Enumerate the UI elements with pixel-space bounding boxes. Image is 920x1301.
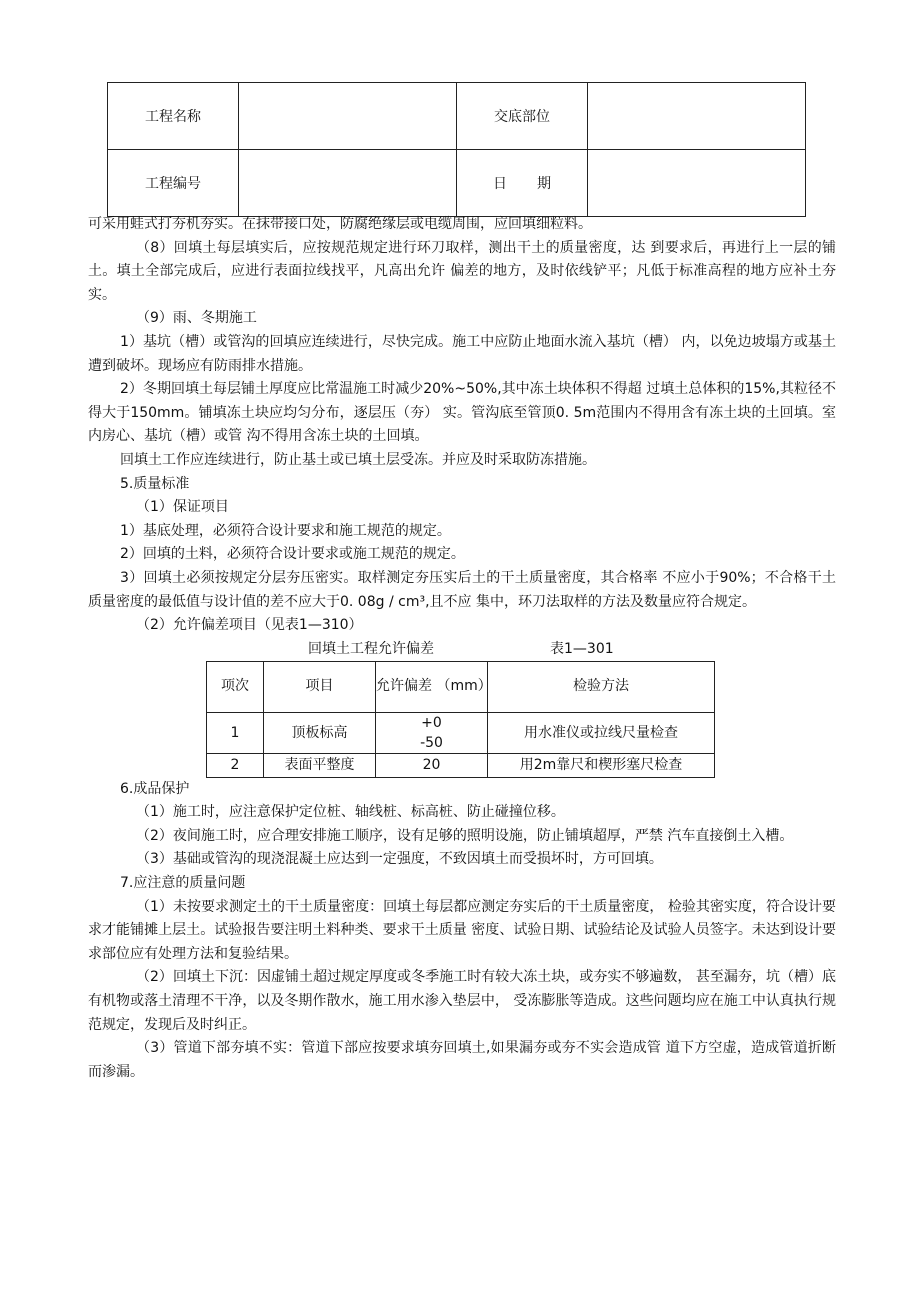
- paragraph: 可采用蛙式打夯机夯实。在抹带接口处，防腐绝缘层或电缆周围，应回填细粒料。: [88, 216, 592, 232]
- table-title: 回填土工程允许偏差: [308, 640, 434, 657]
- table-row: [207, 712, 715, 753]
- col-header: 项次: [207, 661, 264, 712]
- paragraph: （2）夜间施工时，应合理安排施工顺序，设有足够的照明设施，防止铺填超厚，严禁 汽车直接倒土入槽。: [136, 827, 794, 844]
- section-heading: 7.应注意的质量问题: [120, 875, 246, 892]
- header-row-2: [108, 150, 806, 217]
- paragraph: （3）管道下部夯填不实：管道下部应按要求填夯回填土,如果漏夯或夯不实会造成管 道下方空虚，造成管道折断而渗漏。: [88, 1040, 836, 1080]
- row-tolerance: 20: [376, 753, 488, 777]
- document-body: [88, 213, 836, 1084]
- row-no: 1: [207, 712, 264, 753]
- paragraph: 1）基坑（槽）或管沟的回填应连续进行，尽快完成。施工中应防止地面水流入基坑（槽） 内，以免边坡塌方或基土遭到破坏。现场应有防雨排水措施。: [88, 333, 836, 374]
- project-name-value: [239, 83, 457, 150]
- paragraph: 2）回填的土料，必须符合设计要求或施工规范的规定。: [120, 546, 465, 563]
- tolerance-max: -50: [420, 734, 443, 751]
- table-caption: [88, 638, 836, 661]
- paragraph: 2）冬期回填土每层铺土厚度应比常温施工时减少20%~50%,其中冻土块体积不得超 过填土总体积的15%,其粒径不得大于150mm。铺填冻土块应均匀分布，逐层压（夯） 实。管沟底至管顶0. 5m范围内不得用含有冻土块的土回填。室内房心、基坑（槽）或管 沟不得用含冻土块的土回填。: [88, 381, 836, 445]
- col-header: 允许偏差 （mm）: [376, 661, 488, 712]
- header-info-table: [107, 82, 806, 217]
- row-item: 顶板标高: [264, 712, 376, 753]
- tolerance-table: [206, 661, 715, 778]
- handover-part-label: 交底部位: [457, 83, 588, 150]
- section-heading: （9）雨、冬期施工: [136, 310, 257, 327]
- paragraph: （2）回填土下沉：因虚铺土超过规定厚度或冬季施工时有较大冻土块，或夯实不够遍数， 甚至漏夯，坑（槽）底有机物或落土清理不干净，以及冬期作散水，施工用水渗入垫层中， 受冻膨胀等造成。这些问题均应在施工中认真执行规范规定，发现后及时纠正。: [88, 969, 836, 1033]
- header-row-1: [108, 83, 806, 150]
- paragraph: 3）回填土必须按规定分层夯压密实。取样测定夯压实后土的干土质量密度，其合格率 不应小于90%；不合格干土质量密度的最低值与设计值的差不应大于0. 08g / cm³,且不应 集中，环刀法取样的方法及数量应符合规定。: [88, 569, 836, 610]
- section-heading: （1）保证项目: [136, 499, 229, 516]
- row-no: 2: [207, 753, 264, 777]
- table-row: [207, 753, 715, 777]
- date-label: 日期: [457, 150, 588, 217]
- col-header: 项目: [264, 661, 376, 712]
- col-header: 检验方法: [488, 661, 715, 712]
- section-heading: （2）允许偏差项目（见表1—310）: [136, 617, 363, 634]
- table-number: 表1—301: [550, 640, 614, 657]
- paragraph: （1）未按要求测定土的干土质量密度：回填土每层都应测定夯实后的干土质量密度， 检验其密实度，符合设计要求才能铺摊上层土。试验报告要注明土料种类、要求干土质量 密度、试验日期、试验结论及试验人员签字。未达到设计要求部位应有处理方法和复验结果。: [88, 898, 836, 962]
- paragraph: （8）回填土每层填实后，应按规范规定进行环刀取样，测出干土的质量密度，达 到要求后，再进行上一层的铺土。填土全部完成后，应进行表面拉线找平，凡高出允许 偏差的地方，及时依线铲平；凡低于标准高程的地方应补土夯实。: [88, 239, 836, 303]
- section-heading: 6.成品保护: [120, 780, 190, 797]
- project-no-value: [239, 150, 457, 217]
- paragraph: （3）基础或管沟的现浇混凝土应达到一定强度，不致因填土而受损坏时，方可回填。: [136, 851, 663, 868]
- project-no-label: 工程编号: [108, 150, 239, 217]
- row-item: 表面平整度: [264, 753, 376, 777]
- row-method: 用水准仪或拉线尺量检查: [488, 712, 715, 753]
- row-method: 用2m靠尺和楔形塞尺检查: [488, 753, 715, 777]
- project-name-label: 工程名称: [108, 83, 239, 150]
- paragraph: 回填土工作应连续进行，防止基土或已填土层受冻。并应及时采取防冻措施。: [120, 451, 596, 468]
- date-value: [588, 150, 806, 217]
- paragraph: （1）施工时，应注意保护定位桩、轴线桩、标高桩、防止碰撞位移。: [136, 804, 565, 821]
- paragraph: 1）基底处理，必须符合设计要求和施工规范的规定。: [120, 522, 451, 539]
- section-heading: 5.质量标准: [120, 475, 190, 492]
- handover-part-value: [588, 83, 806, 150]
- tolerance-min: +0: [421, 714, 442, 731]
- table-header-row: [207, 661, 715, 712]
- row-tolerance: [376, 712, 488, 753]
